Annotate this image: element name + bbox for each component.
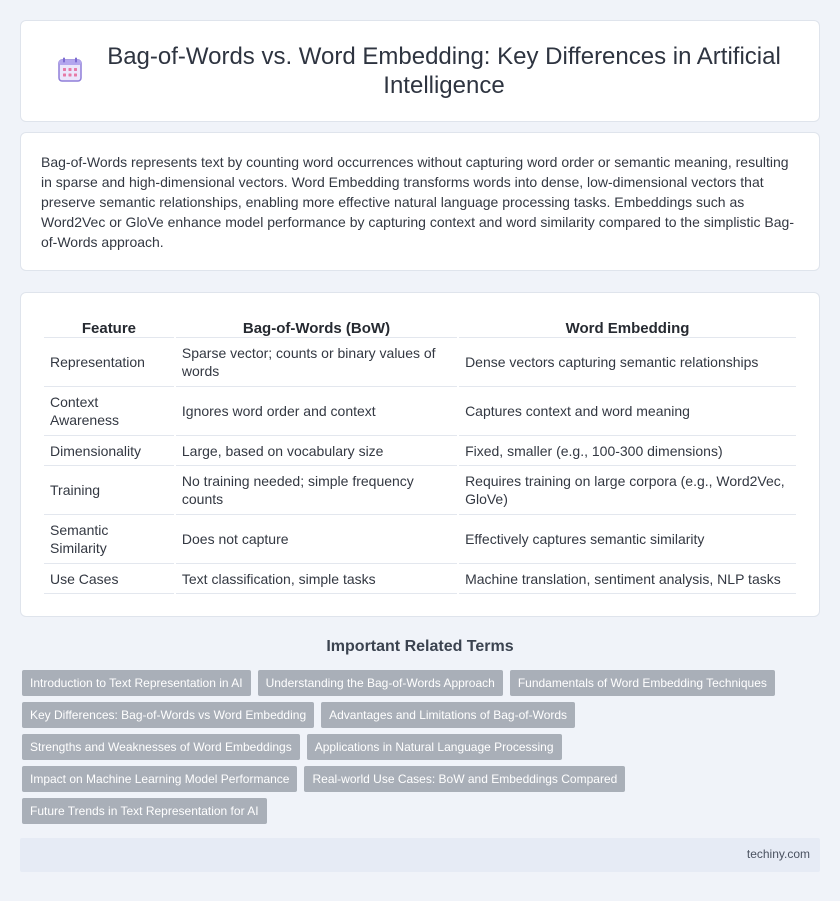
related-term-tag[interactable]: Impact on Machine Learning Model Performance (22, 766, 297, 792)
table-cell-bow: Large, based on vocabulary size (176, 436, 457, 466)
related-term-tag[interactable]: Understanding the Bag-of-Words Approach (258, 670, 503, 696)
header-card (20, 20, 820, 122)
table-cell-feature: Dimensionality (44, 436, 174, 466)
intro-paragraph: Bag-of-Words represents text by counting word occurrences without capturing word order or semantic meaning, resulting in sparse and high-dimensional vectors. Word Embedding transforms words into dense, low-dimensional vectors that preserve semantic relationships, enabling more effective natural language processing tasks. Embeddings such as Word2Vec or GloVe enhance model performance by capturing context and word similarity compared to the simplistic Bag-of-Words approach. (41, 154, 794, 250)
table-row (44, 515, 796, 564)
related-term-tag[interactable]: Real-world Use Cases: BoW and Embeddings Compared (304, 766, 625, 792)
table-row (44, 466, 796, 515)
table-cell-feature: Training (44, 466, 174, 515)
related-term-tag[interactable]: Future Trends in Text Representation for AI (22, 798, 267, 824)
table-cell-bow: Ignores word order and context (176, 387, 457, 436)
related-term-tag[interactable]: Introduction to Text Representation in AI (22, 670, 251, 696)
table-cell-feature: Use Cases (44, 564, 174, 594)
table-cell-feature: Representation (44, 338, 174, 387)
page-title: Bag-of-Words vs. Word Embedding: Key Differences in Artificial Intelligence (107, 43, 781, 99)
comparison-table (42, 313, 798, 594)
footer-site-link[interactable]: techiny.com (746, 847, 810, 861)
related-terms-list (22, 670, 812, 824)
table-row (44, 436, 796, 466)
calendar-grid-icon (56, 56, 84, 84)
related-term-tag[interactable]: Applications in Natural Language Processing (307, 734, 562, 760)
related-term-tag[interactable]: Key Differences: Bag-of-Words vs Word Embedding (22, 702, 314, 728)
table-cell-bow: Does not capture (176, 515, 457, 564)
related-term-tag[interactable]: Strengths and Weaknesses of Word Embeddings (22, 734, 300, 760)
table-row (44, 338, 796, 387)
column-header-bow: Bag-of-Words (BoW) (176, 313, 457, 338)
table-row (44, 564, 796, 594)
table-cell-embedding: Requires training on large corpora (e.g., Word2Vec, GloVe) (459, 466, 796, 515)
table-cell-bow: No training needed; simple frequency counts (176, 466, 457, 515)
table-cell-embedding: Dense vectors capturing semantic relationships (459, 338, 796, 387)
related-term-tag[interactable]: Fundamentals of Word Embedding Techniques (510, 670, 775, 696)
column-header-feature: Feature (44, 313, 174, 338)
table-cell-bow: Sparse vector; counts or binary values of words (176, 338, 457, 387)
table-cell-feature: Semantic Similarity (44, 515, 174, 564)
intro-card (20, 132, 820, 271)
related-terms-title: Important Related Terms (326, 638, 514, 655)
comparison-table-card (20, 292, 820, 617)
footer (20, 838, 820, 872)
table-cell-embedding: Fixed, smaller (e.g., 100-300 dimensions) (459, 436, 796, 466)
table-cell-embedding: Machine translation, sentiment analysis, NLP tasks (459, 564, 796, 594)
table-cell-bow: Text classification, simple tasks (176, 564, 457, 594)
table-row (44, 387, 796, 436)
table-cell-embedding: Effectively captures semantic similarity (459, 515, 796, 564)
table-cell-feature: Context Awareness (44, 387, 174, 436)
related-term-tag[interactable]: Advantages and Limitations of Bag-of-Words (321, 702, 575, 728)
column-header-embedding: Word Embedding (459, 313, 796, 338)
table-header-row (44, 313, 796, 338)
table-cell-embedding: Captures context and word meaning (459, 387, 796, 436)
